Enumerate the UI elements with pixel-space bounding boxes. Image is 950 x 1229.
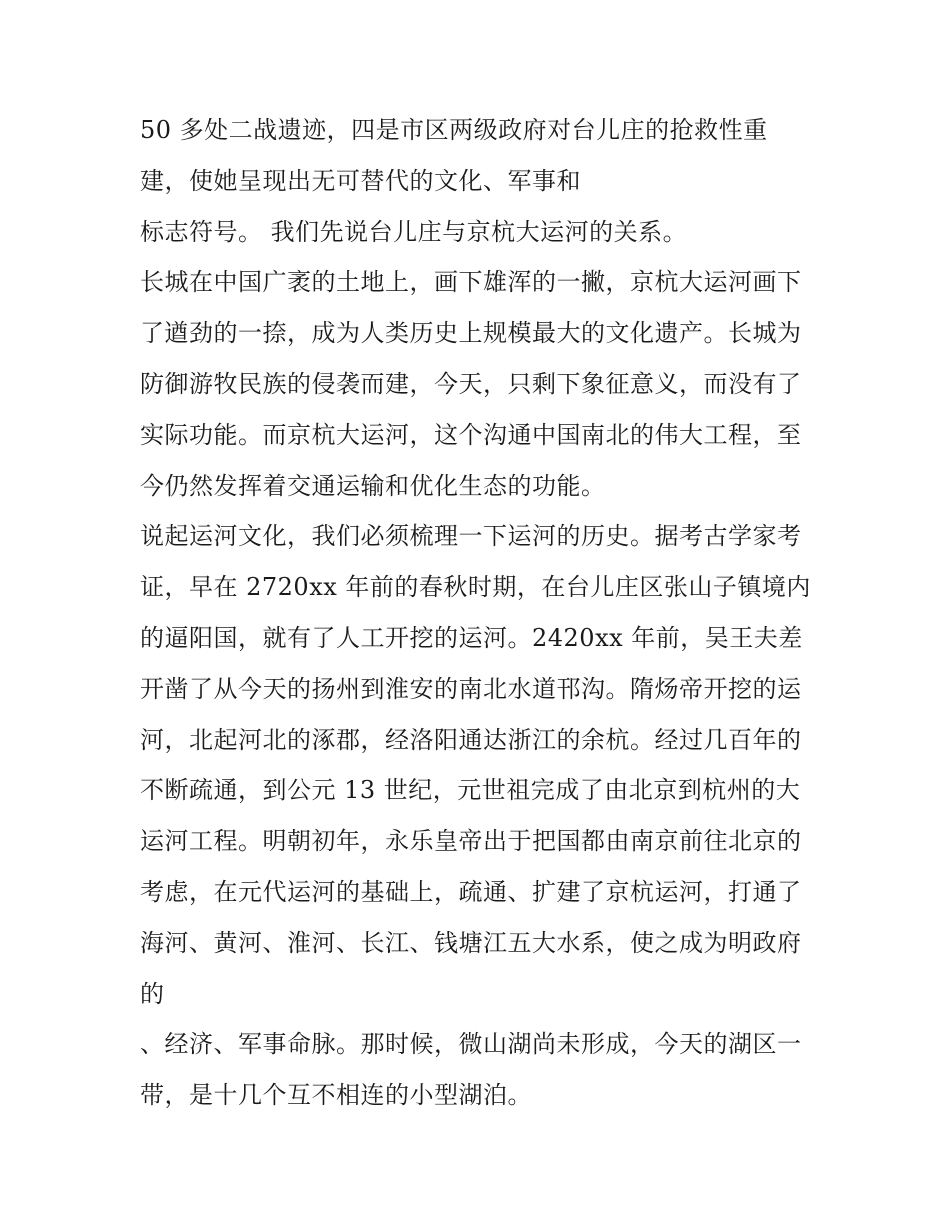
text-line: 的 [140, 979, 165, 1008]
text-line: 建，使她呈现出无可替代的文化、军事和 [140, 166, 581, 195]
text-line: 开凿了从今天的扬州到淮安的南北水道邗沟。隋炀帝开挖的运 [140, 674, 802, 703]
text-line: 的逼阳国，就有了人工开挖的运河。2420xx 年前，吴王夫差 [140, 623, 803, 652]
text-line: 说起运河文化，我们必须梳理一下运河的历史。据考古学家考 [140, 522, 802, 551]
text-line: 运河工程。明朝初年，永乐皇帝出于把国都由南京前往北京的 [140, 827, 802, 856]
text-line: 防御游牧民族的侵袭而建，今天，只剩下象征意义，而没有了 [140, 369, 802, 398]
text-line: 长城在中国广袤的土地上，画下雄浑的一撇，京杭大运河画下 [140, 268, 802, 297]
text-line: 带，是十几个互不相连的小型湖泊。 [140, 1081, 532, 1110]
text-line: 了遒劲的一捺，成为人类历史上规模最大的文化遗产。长城为 [140, 319, 802, 348]
text-line: 50 多处二战遗迹，四是市区两级政府对台儿庄的抢救性重 [140, 116, 768, 144]
document-body [140, 105, 820, 1121]
text-line: 考虑，在元代运河的基础上，疏通、扩建了京杭运河，打通了 [140, 877, 802, 906]
text-line: 今仍然发挥着交通运输和优化生态的功能。 [140, 471, 606, 500]
text-line: 证，早在 2720xx 年前的春秋时期，在台儿庄区张山子镇境内 [140, 573, 811, 602]
text-line: 、经济、军事命脉。那时候，微山湖尚未形成，今天的湖区一 [140, 1030, 802, 1059]
text-line: 河，北起河北的涿郡，经洛阳通达浙江的余杭。经过几百年的 [140, 725, 802, 754]
text-line: 标志符号。 我们先说台儿庄与京杭大运河的关系。 [140, 217, 688, 246]
text-line: 实际功能。而京杭大运河，这个沟通中国南北的伟大工程，至 [140, 420, 802, 449]
text-line: 海河、黄河、淮河、长江、钱塘江五大水系，使之成为明政府 [140, 928, 802, 957]
text-line: 不断疏通，到公元 13 世纪，元世祖完成了由北京到杭州的大 [140, 776, 801, 805]
